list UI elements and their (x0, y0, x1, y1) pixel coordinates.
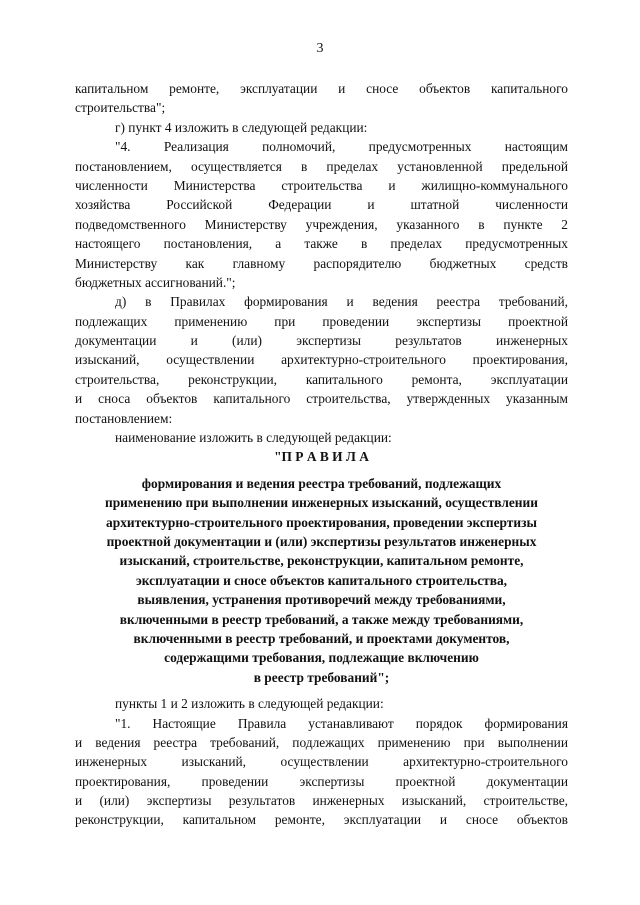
text-line: строительства, реконструкции, капитального ремонта, эксплуатации (75, 371, 568, 387)
text-line: и ведения реестра требований, подлежащих применению при выполнении (75, 734, 568, 750)
heading-line: архитектурно-строительного проектирования, проведении экспертизы (106, 514, 537, 530)
text-line: и сноса объектов капитального строительства, утвержденных указанным (75, 391, 568, 407)
text-line: проектирования, проведении экспертизы проектной документации (75, 773, 568, 789)
heading-line: выявления, устранения противоречий между требованиями, (137, 592, 506, 608)
heading-line: содержащими требования, подлежащие включению (164, 650, 479, 666)
text-line: "1. Настоящие Правила устанавливают порядок формирования (115, 715, 568, 731)
heading-line: включенными в реестр требований, а также между требованиями, (119, 611, 524, 627)
text-line: постановлением, осуществляется в пределах установленной предельной (75, 158, 568, 174)
text-line: документации и (или) экспертизы результатов инженерных (75, 333, 568, 349)
text-line: и (или) экспертизы результатов инженерных изысканий, строительстве, (75, 793, 568, 809)
text-line: строительства"; (75, 100, 166, 116)
heading-line: в реестр требований"; (253, 669, 390, 685)
text-line: г) пункт 4 изложить в следующей редакции: (115, 119, 368, 135)
spacer (75, 467, 568, 474)
heading-line: применению при выполнении инженерных изысканий, осуществлении (105, 495, 538, 511)
text-line: пункты 1 и 2 изложить в следующей редакции: (115, 696, 384, 712)
text-line: изысканий, осуществлении архитектурно-строительного проектирования, (75, 352, 568, 368)
text-line: подлежащих применению при проведении экспертизы проектной (75, 313, 568, 329)
text-line: численности Министерства строительства и жилищно-коммунального (75, 177, 568, 193)
text-line: хозяйства Российской Федерации и штатной численности (75, 197, 568, 213)
heading-line: формирования и ведения реестра требований, подлежащих (141, 475, 502, 491)
spacer (75, 687, 568, 694)
text-line: постановлением: (75, 410, 173, 426)
text-line: Министерству как главному распорядителю бюджетных средств (75, 255, 568, 271)
heading-line: эксплуатации и сносе объектов капитального строительства, (135, 572, 508, 588)
text-line: "4. Реализация полномочий, предусмотренных настоящим (115, 139, 568, 155)
heading-line: проектной документации и (или) экспертизы результатов инженерных (106, 533, 537, 549)
text-line: инженерных изысканий, осуществлении архитектурно-строительного (75, 754, 568, 770)
text-line: бюджетных ассигнований."; (75, 274, 236, 290)
page-number: 3 (316, 41, 324, 56)
text-line: настоящего постановления, а также в пределах предусмотренных (75, 236, 568, 252)
text-line: капитальном ремонте, эксплуатации и сносе объектов капитального (75, 81, 568, 96)
heading-line: "П Р А В И Л А (274, 449, 369, 465)
document-body (75, 79, 568, 830)
text-line: реконструкции, капитальном ремонте, эксплуатации и сносе объектов (75, 812, 568, 828)
heading-line: включенными в реестр требований, и проектами документов, (133, 630, 510, 646)
text-line: наименование изложить в следующей редакции: (115, 430, 392, 446)
text-line: подведомственного Министерству учреждения, указанного в пункте 2 (75, 216, 568, 232)
text-line: д) в Правилах формирования и ведения реестра требований, (115, 294, 568, 310)
heading-line: изысканий, строительстве, реконструкции, капитальном ремонте, (119, 553, 524, 569)
